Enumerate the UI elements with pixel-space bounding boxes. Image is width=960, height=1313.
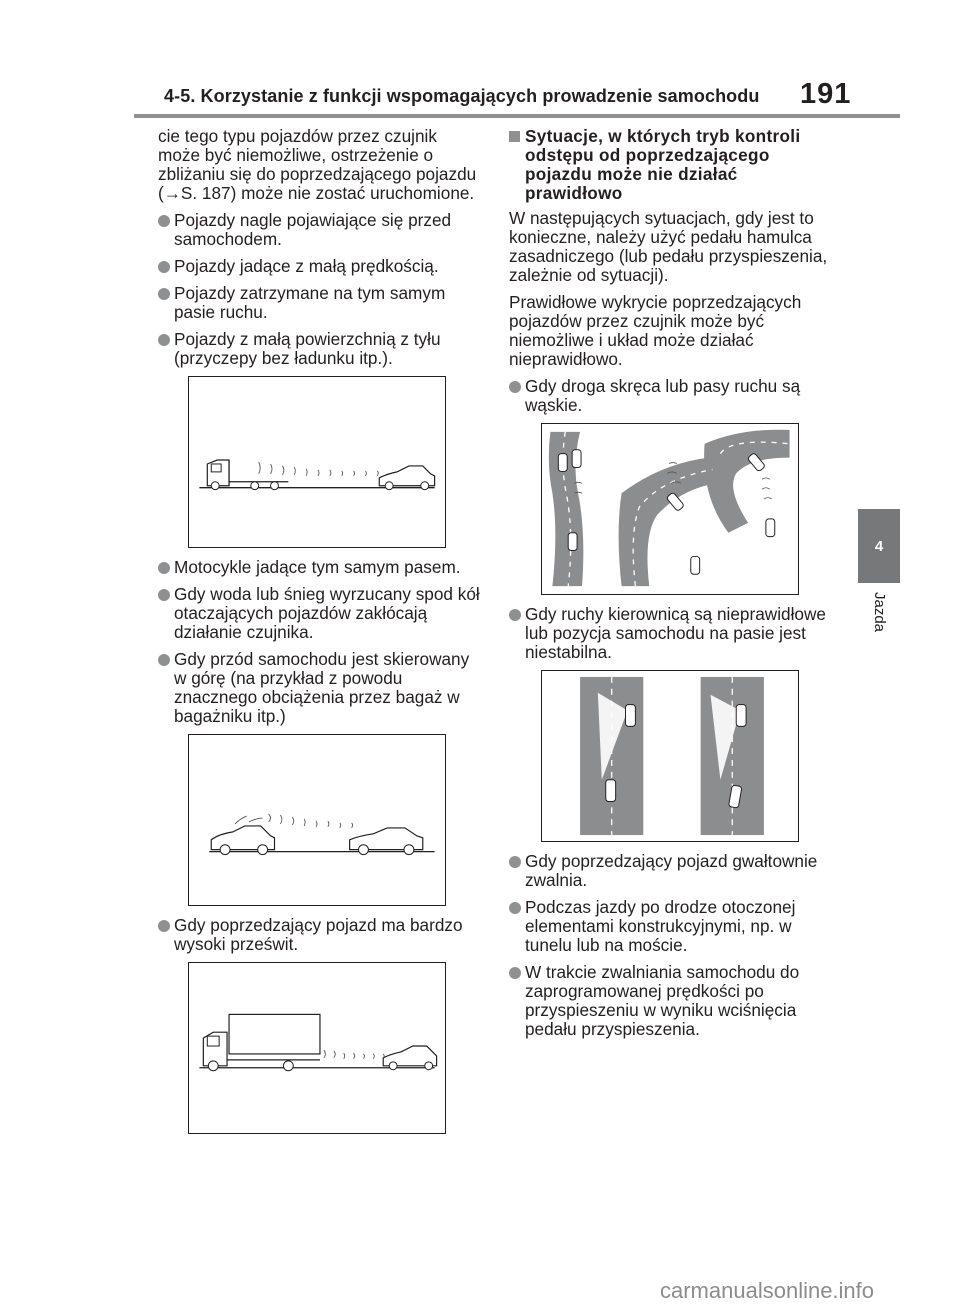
header-divider xyxy=(134,114,900,118)
list-item: Pojazdy nagle pojawiające się przed samochodem. xyxy=(158,211,480,249)
list-item: Pojazdy zatrzymane na tym samym pasie ruchu. xyxy=(158,284,480,322)
bullet-list-c xyxy=(509,852,831,1039)
page-number: 191 xyxy=(800,78,852,110)
bullet-list-b xyxy=(509,605,831,662)
list-item: W trakcie zwalniania samochodu do zaprogramowanej prędkości po przyspieszeniu w wyniku wciśnięcia pedału przyspieszenia. xyxy=(509,963,831,1039)
bullet-list-a xyxy=(158,211,480,368)
list-item: Pojazdy z małą powierzchnią z tyłu (przyczepy bez ładunku itp.). xyxy=(158,330,480,368)
figure-curved-road-illustration xyxy=(541,423,799,595)
bullet-dot-icon xyxy=(158,334,170,346)
bullet-dot-icon xyxy=(158,654,170,666)
intro-paragraph: cie tego typu pojazdów przez czujnik może być niemożliwe, ostrzeżenie o zbliżaniu się do poprzedzającego pojazdu (→S. 187) może nie zostać uruchomione. xyxy=(158,126,477,203)
figure-unstable-lane-illustration xyxy=(541,670,799,842)
bullet-dot-icon xyxy=(158,215,170,227)
figure-raised-front-illustration xyxy=(188,734,446,906)
bullet-dot-icon xyxy=(509,967,521,979)
paragraph: W następujących sytuacjach, gdy jest to konieczne, należy użyć pedału hamulca zasadniczego (lub pedału przyspieszenia, zależnie od sytuacji). xyxy=(509,208,828,285)
bullet-list-b xyxy=(158,558,480,726)
list-item: Gdy woda lub śnieg wyrzucany spod kół otaczających pojazdów zakłócają działanie czujnika. xyxy=(158,585,480,642)
chapter-tab-label: Jazda xyxy=(871,592,888,633)
list-item: Gdy droga skręca lub pasy ruchu są wąskie. xyxy=(509,377,831,415)
bullet-dot-icon xyxy=(158,589,170,601)
bullet-dot-icon xyxy=(509,381,521,393)
site-watermark: carmanualsonline.info xyxy=(660,1278,875,1303)
unstable-lane-position-illustration xyxy=(542,671,798,841)
bullet-dot-icon xyxy=(509,609,521,621)
bullet-list-c xyxy=(158,916,480,954)
bullet-dot-icon xyxy=(158,562,170,574)
bullet-list-a xyxy=(509,377,831,415)
list-item: Pojazdy jadące z małą prędkością. xyxy=(158,257,480,276)
figure-trailer-illustration xyxy=(188,376,446,548)
chapter-tab-number: 4 xyxy=(874,537,884,555)
list-item: Motocykle jadące tym samym pasem. xyxy=(158,558,480,577)
paragraph: Prawidłowe wykrycie poprzedzających pojazdów przez czujnik może być niemożliwe i układ może działać nieprawidłowo. xyxy=(509,292,802,369)
curved-roads-illustration xyxy=(542,424,798,594)
bullet-dot-icon xyxy=(158,261,170,273)
list-item: Gdy poprzedzający pojazd ma bardzo wysoki prześwit. xyxy=(158,916,480,954)
right-column xyxy=(509,127,831,1047)
bullet-dot-icon xyxy=(158,920,170,932)
section-heading: Sytuacje, w których tryb kontroli odstępu od poprzedzającego pojazdu może nie działać prawidłowo xyxy=(509,127,831,203)
raised-front-cars-illustration xyxy=(189,735,445,905)
heading-square-icon xyxy=(509,131,520,142)
bullet-dot-icon xyxy=(509,902,521,914)
list-item: Gdy przód samochodu jest skierowany w górę (na przykład z powodu znacznego obciążenia przez bagaż w bagażniku itp.) xyxy=(158,650,480,726)
trailer-car-illustration xyxy=(189,377,445,547)
chapter-tab[interactable] xyxy=(858,509,900,583)
list-item: Podczas jazdy po drodze otoczonej elementami konstrukcyjnymi, np. w tunelu lub na moście. xyxy=(509,898,831,955)
bullet-dot-icon xyxy=(158,288,170,300)
page-header-title: 4-5. Korzystanie z funkcji wspomagających prowadzenie samochodu xyxy=(164,86,760,106)
list-item: Gdy ruchy kierownicą są nieprawidłowe lub pozycja samochodu na pasie jest niestabilna. xyxy=(509,605,831,662)
high-clearance-truck-illustration xyxy=(189,963,445,1133)
left-column xyxy=(158,127,480,1144)
figure-high-clearance-illustration xyxy=(188,962,446,1134)
list-item: Gdy poprzedzający pojazd gwałtownie zwalnia. xyxy=(509,852,831,890)
bullet-dot-icon xyxy=(509,856,521,868)
